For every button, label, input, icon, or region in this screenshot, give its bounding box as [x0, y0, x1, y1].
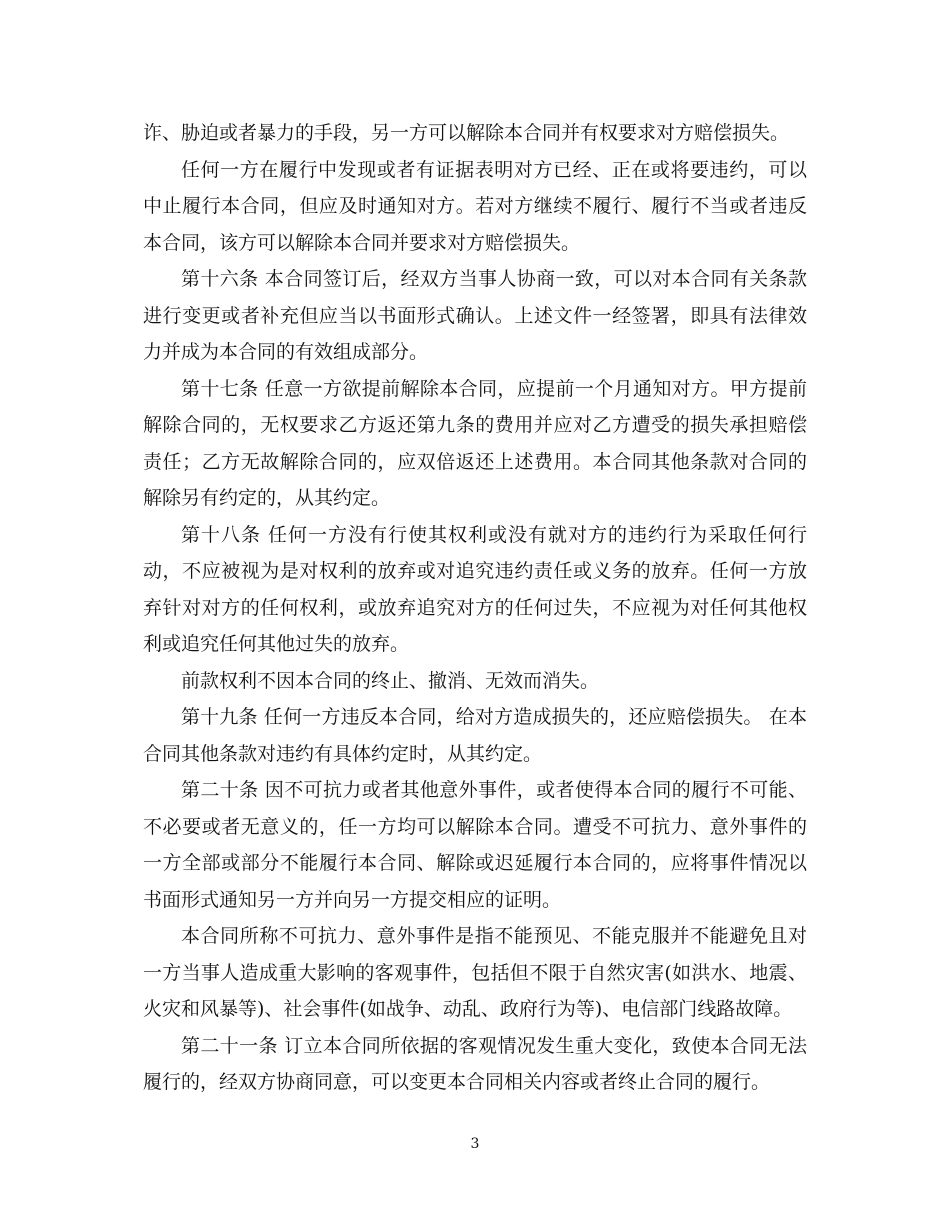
paragraph-article-19: 第十九条 任何一方违反本合同，给对方造成损失的，还应赔偿损失。 在本合同其他条款对违约有具体约定时，从其约定。 [143, 706, 807, 765]
paragraph-article-17: 第十七条 任意一方欲提前解除本合同，应提前一个月通知对方。甲方提前解除合同的，无权要求乙方返还第九条的费用并应对乙方遭受的损失承担赔偿责任；乙方无故解除合同的，应双倍返还上述费用。本合同其他条款对合同的解除另有约定的，从其约定。 [143, 377, 807, 509]
paragraph-continuation: 诈、胁迫或者暴力的手段，另一方可以解除本合同并有权要求对方赔偿损失。 [143, 122, 790, 144]
paragraph-force-majeure-definition: 本合同所称不可抗力、意外事件是指不能预见、不能克服并不能避免且对一方当事人造成重大影响的客观事件，包括但不限于自然灾害(如洪水、地震、火灾和风暴等)、社会事件(如战争、动乱、政府行为等)、电信部门线路故障。 [143, 925, 807, 1020]
paragraph-article-16: 第十六条 本合同签订后，经双方当事人协商一致，可以对本合同有关条款进行变更或者补充但应当以书面形式确认。上述文件一经签署，即具有法律效力并成为本合同的有效组成部分。 [143, 268, 807, 363]
page-number: 3 [470, 1136, 480, 1152]
paragraph-article-18: 第十八条 任何一方没有行使其权利或没有就对方的违约行为采取任何行动，不应被视为是对权利的放弃或对追究违约责任或义务的放弃。任何一方放弃针对对方的任何权利，或放弃追究对方的任何过失，不应视为对任何其他权利或追究任何其他过失的放弃。 [143, 523, 807, 655]
paragraph-article-21: 第二十一条 订立本合同所依据的客观情况发生重大变化，致使本合同无法履行的，经双方协商同意，可以变更本合同相关内容或者终止合同的履行。 [143, 1034, 807, 1093]
paragraph-breach-suspension: 任何一方在履行中发现或者有证据表明对方已经、正在或将要违约，可以中止履行本合同，但应及时通知对方。若对方继续不履行、履行不当或者违反本合同，该方可以解除本合同并要求对方赔偿损失。 [143, 158, 807, 254]
document-body [143, 115, 807, 1101]
paragraph-article-20: 第二十条 因不可抗力或者其他意外事件，或者使得本合同的履行不可能、不必要或者无意义的，任一方均可以解除本合同。遭受不可抗力、意外事件的一方全部或部分不能履行本合同、解除或迟延履行本合同的，应将事件情况以书面形式通知另一方并向另一方提交相应的证明。 [143, 779, 807, 911]
paragraph-article-18-rights: 前款权利不因本合同的终止、撤消、无效而消失。 [181, 669, 600, 692]
